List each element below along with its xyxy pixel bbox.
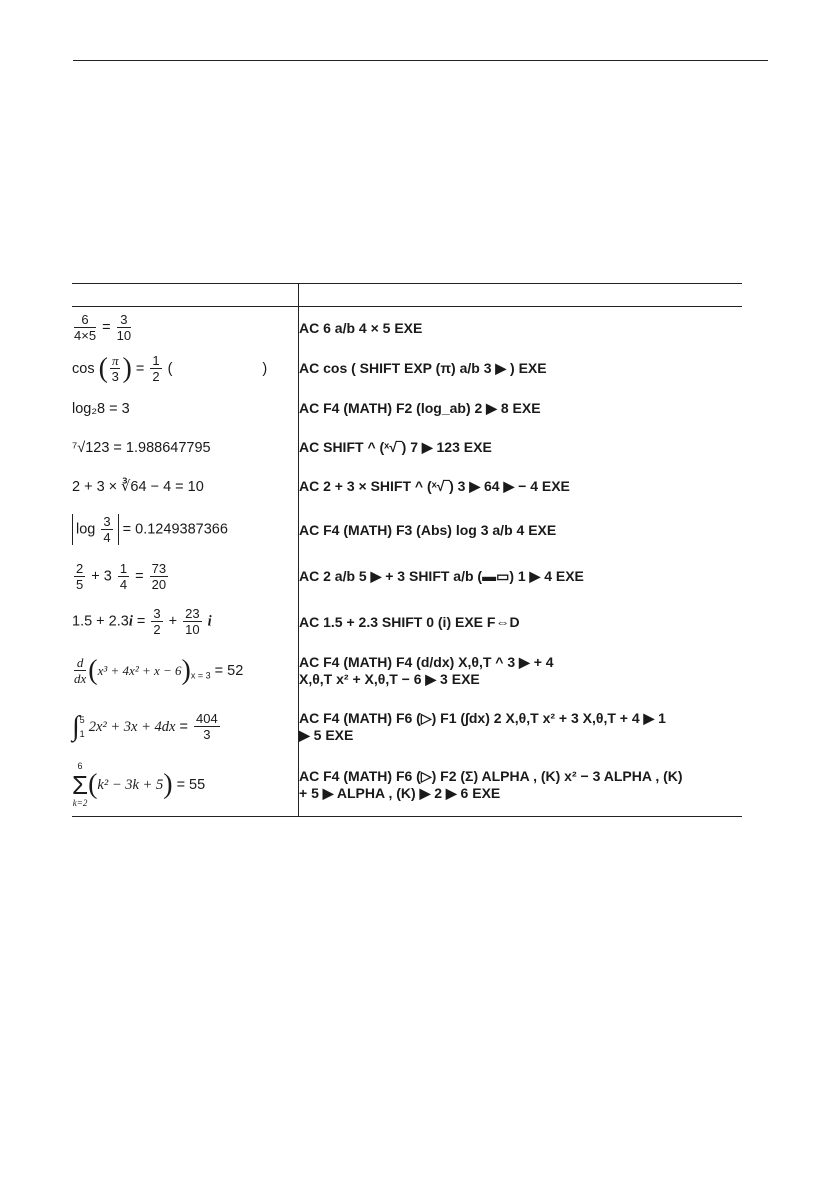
expression-cell: 1.5 + 2.3i = $\frac{3}{2}$ + $\frac{23}{10}$ i bbox=[72, 601, 299, 643]
fraction: $\frac{1}{2}$ bbox=[152, 353, 160, 384]
table-row bbox=[72, 307, 742, 349]
table-row bbox=[72, 553, 742, 601]
derivative-fraction: $\frac{d}{dx}$ bbox=[74, 655, 87, 686]
table-row bbox=[72, 429, 742, 467]
summation: 6 Σ k=2 bbox=[72, 761, 89, 809]
operation-cell: AC cos ( SHIFT EXP (π) a/b 3 ▶ ) EXE bbox=[299, 360, 547, 376]
table-row bbox=[72, 349, 742, 389]
fraction: $\frac{3}{4}$ bbox=[103, 514, 111, 545]
expression-cell: $\frac{2}{5}$ + 3 $\frac{1}{4}$ = $\frac{73}{20}$ bbox=[72, 553, 299, 601]
operation-cell: AC F4 (MATH) F3 (Abs) log 3 a/b 4 EXE bbox=[299, 521, 557, 538]
fraction: $\frac{2}{5}$ bbox=[76, 561, 84, 592]
fraction: $\frac{73}{20}$ bbox=[151, 561, 167, 592]
expression-cell: log $\frac{3}{4}$ = 0.1249387366 bbox=[72, 507, 299, 553]
table-row bbox=[72, 467, 742, 507]
table-row bbox=[72, 601, 742, 643]
fraction: $\frac{1}{4}$ bbox=[119, 561, 128, 592]
fraction: $\frac{404}{3}$ bbox=[195, 711, 218, 742]
expression-cell: ⁷√123 = 1.988647795 bbox=[72, 429, 299, 467]
examples-table bbox=[72, 283, 742, 817]
table-row bbox=[72, 389, 742, 429]
fraction: $\frac{6}{4\times 5}$ bbox=[74, 312, 97, 344]
fraction: $\frac{23}{10}$ bbox=[185, 606, 200, 637]
operation-cell: AC 2 a/b 5 ▶ + 3 SHIFT a/b (▬▭) 1 ▶ 4 EXE bbox=[299, 568, 584, 584]
absolute-value: log $\frac{3}{4}$ bbox=[72, 514, 119, 545]
expression-cell: $\frac{d}{dx}$ $(x^3 + 4x^2 + x - 6)_{x = 3} = 52$ bbox=[72, 643, 299, 699]
expression-cell bbox=[72, 307, 299, 349]
expression-cell: log₂8 = 3 bbox=[72, 389, 299, 429]
operation-cell: AC 6 a/b 4 × 5 EXE bbox=[299, 319, 423, 336]
table-row bbox=[72, 507, 742, 553]
fraction: $\frac{\pi}{3}$ bbox=[111, 353, 119, 384]
operation-cell: AC F4 (MATH) F4 (d/dx) X,θ,T ^ 3 ▶ + 4 X,θ,T x² + X,θ,T − 6 ▶ 3 EXE bbox=[299, 653, 554, 687]
expression-cell: 6 Σ k=2 (k² − 3k + 5) = 55 bbox=[72, 755, 299, 817]
operation-cell: AC F4 (MATH) F6 (▷) F1 (∫dx) 2 X,θ,T x² + 3 X,θ,T + 4 ▶ 1 ▶ 5 EXE bbox=[299, 709, 666, 743]
operation-cell: AC SHIFT ^ (ˣ√‾) 7 ▶ 123 EXE bbox=[299, 439, 492, 455]
operation-cell: AC 1.5 + 2.3 SHIFT 0 (i) EXE F⇔D bbox=[299, 613, 520, 630]
table-header-row bbox=[72, 284, 742, 307]
operation-cell: AC F4 (MATH) F6 (▷) F2 (Σ) ALPHA , (K) x² − 3 ALPHA , (K) + 5 ▶ ALPHA , (K) ▶ 2 ▶ 6 EXE bbox=[299, 755, 743, 817]
table-row bbox=[72, 755, 742, 817]
header-cell-operation bbox=[299, 284, 743, 307]
operation-cell: AC F4 (MATH) F2 (log_ab) 2 ▶ 8 EXE bbox=[299, 400, 541, 416]
header-rule bbox=[73, 60, 768, 61]
table-row bbox=[72, 643, 742, 699]
expression-cell: cos ( $\frac{\pi}{3}$ ) = $\frac{1}{2}$ ( ) bbox=[72, 349, 299, 389]
expression-cell: ∫ 5 1 2x² + 3x + 4dx = $\frac{404}{3}$ bbox=[72, 699, 299, 755]
fraction: $\frac{3}{2}$ bbox=[153, 606, 161, 637]
table-row bbox=[72, 699, 742, 755]
expression-cell: 2 + 3 × ∛64 − 4 = 10 bbox=[72, 467, 299, 507]
operation-cell: AC 2 + 3 × SHIFT ^ (ˣ√‾) 3 ▶ 64 ▶ − 4 EXE bbox=[299, 478, 570, 494]
fraction: $\frac{3}{10}$ bbox=[116, 312, 132, 344]
header-cell-expression bbox=[72, 284, 299, 307]
equals: = bbox=[102, 319, 111, 336]
